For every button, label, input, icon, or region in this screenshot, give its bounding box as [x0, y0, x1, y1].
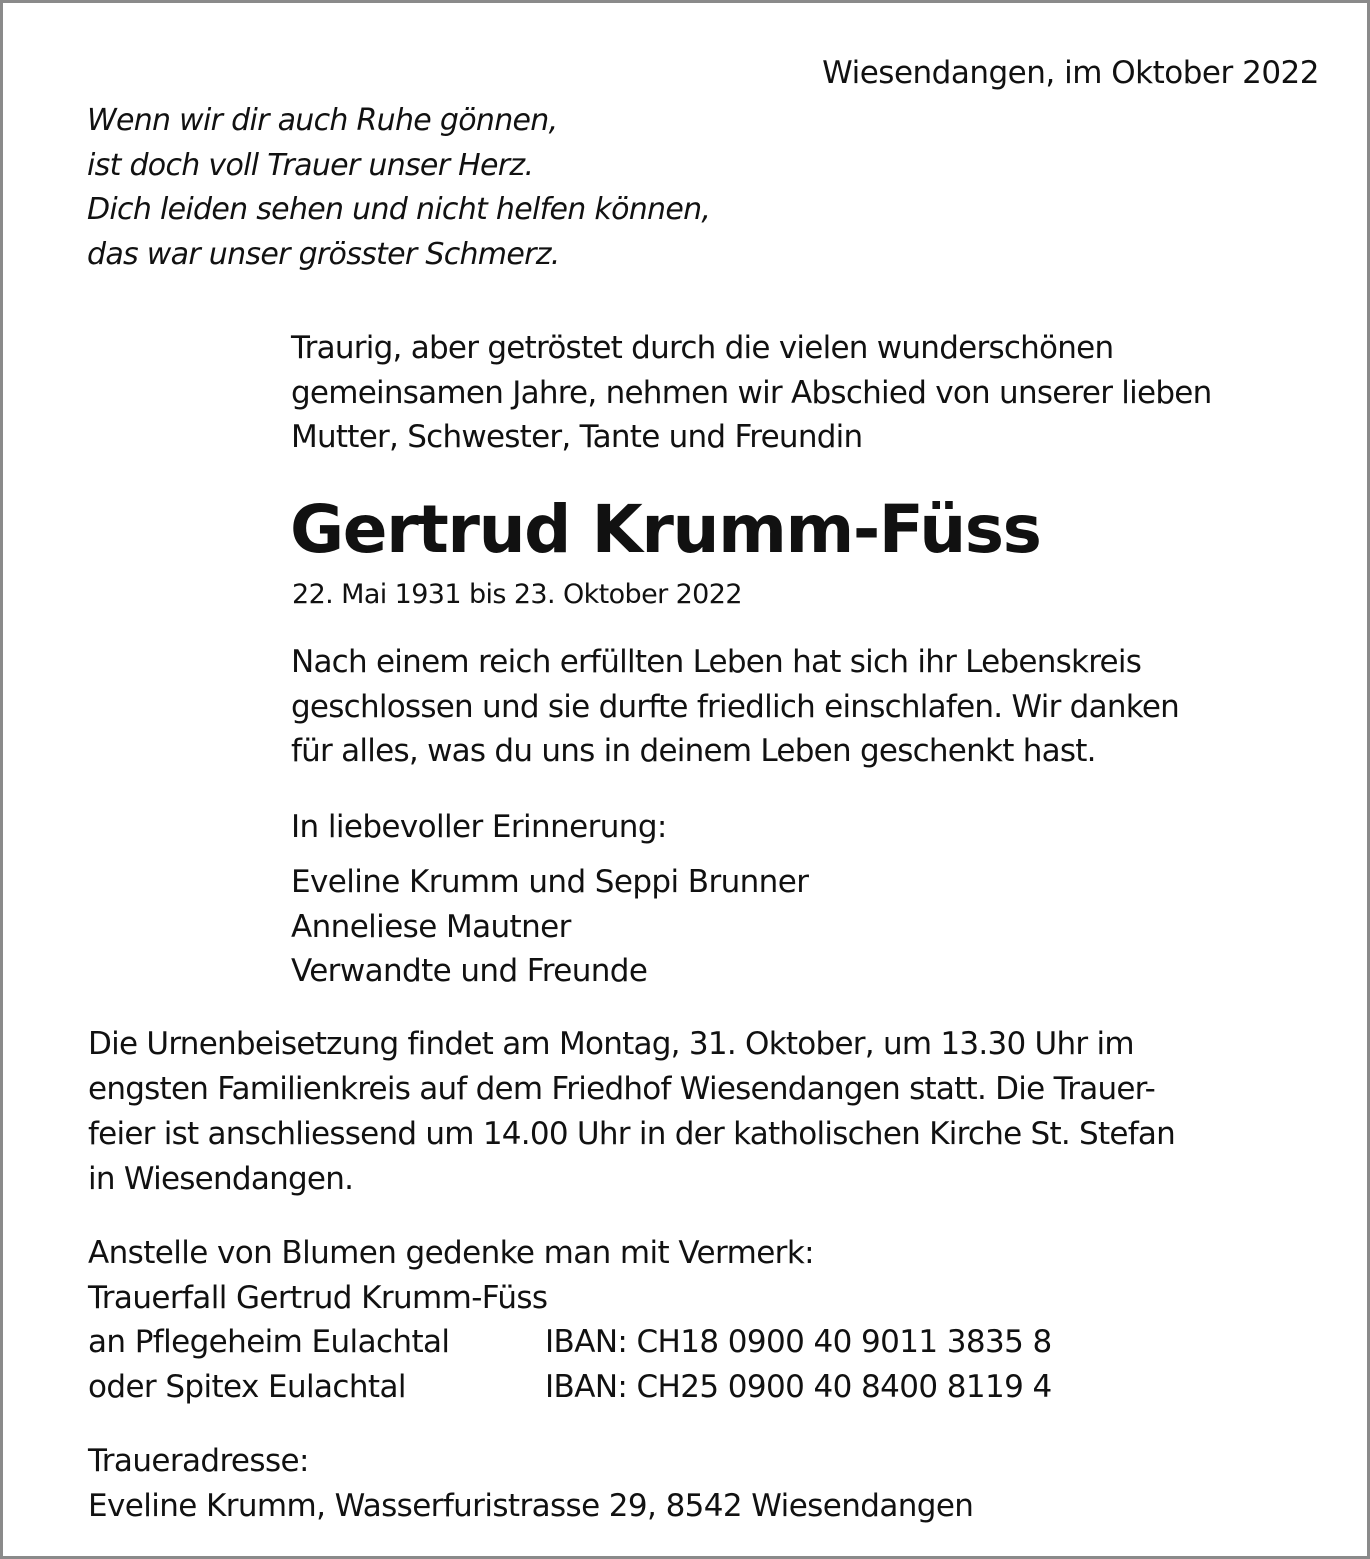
donation-account-row: [88, 1365, 1052, 1410]
mourner-entry: Eveline Krumm und Seppi Brunner: [291, 864, 809, 900]
donation-line: Anstelle von Blumen gedenke man mit Vermerk:: [88, 1235, 815, 1271]
donation-account-row: [88, 1320, 1052, 1365]
mourners-list: [291, 860, 808, 994]
poem-line: das war unser grösster Schmerz.: [87, 236, 560, 272]
poem-line: Dich leiden sehen und nicht helfen können,: [87, 192, 711, 227]
account-recipient: an Pflegeheim Eulachtal: [88, 1324, 450, 1360]
donation-section: [88, 1231, 1052, 1409]
closing-paragraph: [291, 640, 1179, 774]
intro-line: Mutter, Schwester, Tante und Freundin: [291, 419, 863, 455]
burial-line: feier ist anschliessend um 14.00 Uhr in der katholischen Kirche St. Stefan: [88, 1116, 1176, 1152]
closing-line: geschlossen und sie durfte friedlich einschlafen. Wir danken: [291, 688, 1180, 725]
mourner-entry: Verwandte und Freunde: [291, 953, 648, 989]
donation-line: Trauerfall Gertrud Krumm-Füss: [88, 1279, 548, 1316]
lifespan-dates: 22. Mai 1931 bis 23. Oktober 2022: [292, 579, 742, 610]
closing-line: für alles, was du uns in deinem Leben geschenkt hast.: [291, 733, 1096, 769]
poem-line: Wenn wir dir auch Ruhe gönnen,: [87, 103, 558, 138]
deceased-name: Gertrud Krumm-Füss: [290, 491, 1041, 568]
burial-line: Die Urnenbeisetzung findet am Montag, 31. Oktober, um 13.30 Uhr im: [88, 1026, 1134, 1062]
account-iban: IBAN: CH18 0900 40 9011 3835 8: [545, 1324, 1052, 1360]
poem: [87, 99, 710, 277]
closing-line: Nach einem reich erfüllten Leben hat sich ihr Lebenskreis: [291, 644, 1142, 680]
address-value: Eveline Krumm, Wasserfuristrasse 29, 8542 Wiesendangen: [88, 1487, 974, 1524]
account-recipient: oder Spitex Eulachtal: [88, 1368, 406, 1405]
account-iban: IBAN: CH25 0900 40 8400 8119 4: [545, 1368, 1052, 1405]
burial-paragraph: [88, 1022, 1175, 1202]
memory-heading: In liebevoller Erinnerung:: [291, 809, 667, 845]
dateline: Wiesendangen, im Oktober 2022: [822, 55, 1319, 91]
poem-line: ist doch voll Trauer unser Herz.: [87, 147, 534, 183]
mourning-address: [88, 1439, 973, 1528]
mourner-entry: Anneliese Mautner: [291, 908, 571, 945]
burial-line: engsten Familienkreis auf dem Friedhof Wiesendangen statt. Die Trauer-: [88, 1071, 1156, 1107]
burial-line: in Wiesendangen.: [88, 1161, 354, 1197]
intro-line: gemeinsamen Jahre, nehmen wir Abschied von unserer lieben: [291, 374, 1212, 411]
address-label: Traueradresse:: [88, 1443, 309, 1479]
intro-paragraph: [291, 326, 1212, 460]
intro-line: Traurig, aber getröstet durch die vielen wunderschönen: [291, 330, 1114, 366]
